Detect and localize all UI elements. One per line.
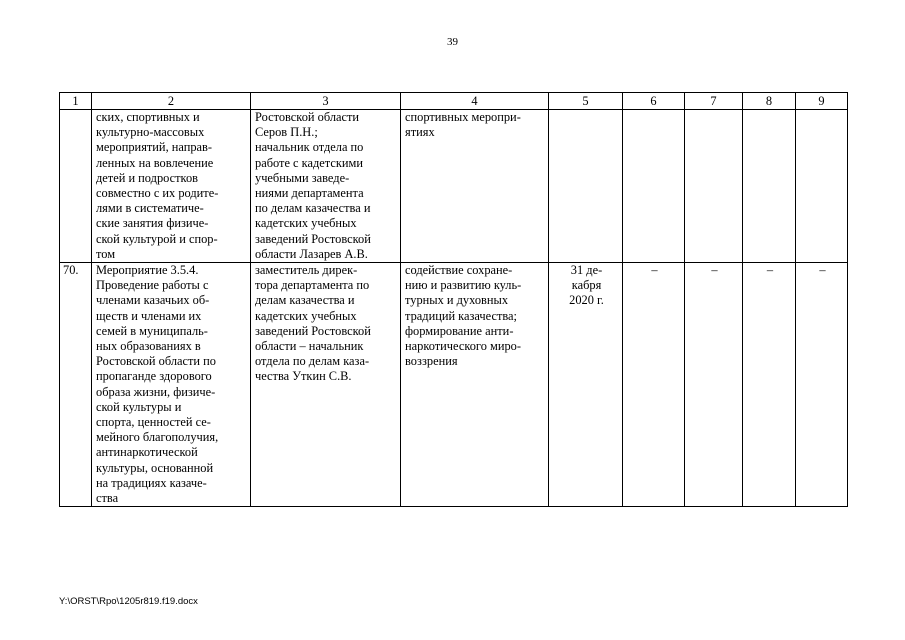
cell-text-line: спорта, ценностей се- xyxy=(96,415,211,430)
cell-text-line: ской культурой и спор- xyxy=(96,231,218,246)
cell-text-line: том xyxy=(96,246,116,261)
cell-text-line: традиций казачества; xyxy=(405,308,517,323)
table-row xyxy=(60,263,848,507)
cell-text-line: кадетских учебных xyxy=(255,216,357,231)
cell-text-line: спортивных меропри- xyxy=(405,110,521,124)
cell-result xyxy=(401,110,549,263)
column-header: 5 xyxy=(549,93,623,110)
column-header: 9 xyxy=(796,93,848,110)
cell-text-line: членами казачьих об- xyxy=(96,293,210,308)
cell-text-line: области – начальник xyxy=(255,339,364,354)
cell-text-line: совместно с их родите- xyxy=(96,186,219,201)
cell-text-line: ятиях xyxy=(405,125,435,140)
cell-text-line: ществ и членами их xyxy=(96,308,202,323)
cell-event xyxy=(92,110,251,263)
column-header: 3 xyxy=(251,93,401,110)
cell-text-line: на традициях казаче- xyxy=(96,475,207,490)
cell-text-line: Серов П.Н.; xyxy=(255,125,318,140)
cell-text-line: пропаганде здорового xyxy=(96,369,212,384)
cell-c7 xyxy=(685,110,743,263)
cell-text-line: начальник отдела по xyxy=(255,140,364,155)
cell-text-line: тора департамента по xyxy=(255,278,370,293)
cell-text-line: ские занятия физиче- xyxy=(96,216,209,231)
plan-table xyxy=(59,92,848,507)
cell-text-line: мейного благополучия, xyxy=(96,430,219,445)
column-header: 8 xyxy=(743,93,796,110)
cell-text-line: Ростовской области по xyxy=(96,354,216,369)
cell-text-line: отдела по делам каза- xyxy=(255,354,370,369)
cell-text-line: ства xyxy=(96,491,119,506)
cell-text-line: делам казачества и xyxy=(255,293,355,308)
page-number: 39 xyxy=(447,36,458,48)
cell-text-line: работе с кадетскими xyxy=(255,155,363,170)
cell-text-line: 2020 г. xyxy=(569,293,604,308)
column-header: 1 xyxy=(60,93,92,110)
cell-text-line: по делам казачества и xyxy=(255,201,371,216)
cell-c6 xyxy=(623,110,685,263)
cell-text-line: области Лазарев А.В. xyxy=(255,246,368,261)
file-path: Y:\ORST\Rpo\1205r819.f19.docx xyxy=(59,596,198,607)
cell-text-line: нию и развитию куль- xyxy=(405,278,522,293)
cell-result xyxy=(401,263,549,507)
table-row xyxy=(60,110,848,263)
cell-text-line: ниями департамента xyxy=(255,186,364,201)
cell-text-line: воззрения xyxy=(405,354,458,369)
cell-text-line: культурно-массовых xyxy=(96,125,205,140)
cell-c8: – xyxy=(743,263,796,507)
cell-text-line: Проведение работы с xyxy=(96,278,209,293)
cell-text-line: антинаркотической xyxy=(96,445,198,460)
header-row xyxy=(60,93,848,110)
cell-text-line: заведений Ростовской xyxy=(255,231,371,246)
cell-c7: – xyxy=(685,263,743,507)
cell-text-line: ских, спортивных и xyxy=(96,110,200,124)
cell-responsible xyxy=(251,110,401,263)
cell-text-line: мероприятий, направ- xyxy=(96,140,213,155)
cell-text-line: лями в систематиче- xyxy=(96,201,204,216)
cell-text-line: формирование анти- xyxy=(405,323,514,338)
cell-text-line: семей в муниципаль- xyxy=(96,323,208,338)
cell-c8 xyxy=(743,110,796,263)
column-header: 7 xyxy=(685,93,743,110)
cell-text-line: ской культуры и xyxy=(96,399,182,414)
cell-text-line: учебными заведе- xyxy=(255,170,350,185)
cell-deadline xyxy=(549,263,623,507)
cell-text-line: заведений Ростовской xyxy=(255,323,371,338)
cell-text-line: Мероприятие 3.5.4. xyxy=(96,263,199,278)
cell-event xyxy=(92,263,251,507)
column-header: 6 xyxy=(623,93,685,110)
cell-num xyxy=(60,110,92,263)
cell-text-line: культуры, основанной xyxy=(96,460,214,475)
cell-text-line: ленных на вовлечение xyxy=(96,155,214,170)
cell-text-line: 31 де- xyxy=(570,263,603,278)
cell-deadline xyxy=(549,110,623,263)
cell-text-line: турных и духовных xyxy=(405,293,509,308)
cell-text-line: заместитель дирек- xyxy=(255,263,358,278)
cell-text-line: кадетских учебных xyxy=(255,308,357,323)
cell-c6: – xyxy=(623,263,685,507)
cell-text-line: Ростовской области xyxy=(255,110,360,124)
cell-c9: – xyxy=(796,263,848,507)
cell-text-line: чества Уткин С.В. xyxy=(255,369,352,384)
cell-text-line: наркотического миро- xyxy=(405,339,521,354)
cell-c9 xyxy=(796,110,848,263)
cell-text-line: ных образованиях в xyxy=(96,339,201,354)
cell-text-line: содействие сохране- xyxy=(405,263,513,278)
cell-text-line: образа жизни, физиче- xyxy=(96,384,216,399)
cell-text-line: кабря xyxy=(571,278,602,293)
cell-responsible xyxy=(251,263,401,507)
column-header: 4 xyxy=(401,93,549,110)
column-header: 2 xyxy=(92,93,251,110)
cell-text-line: детей и подростков xyxy=(96,170,198,185)
cell-num: 70. xyxy=(60,263,92,507)
